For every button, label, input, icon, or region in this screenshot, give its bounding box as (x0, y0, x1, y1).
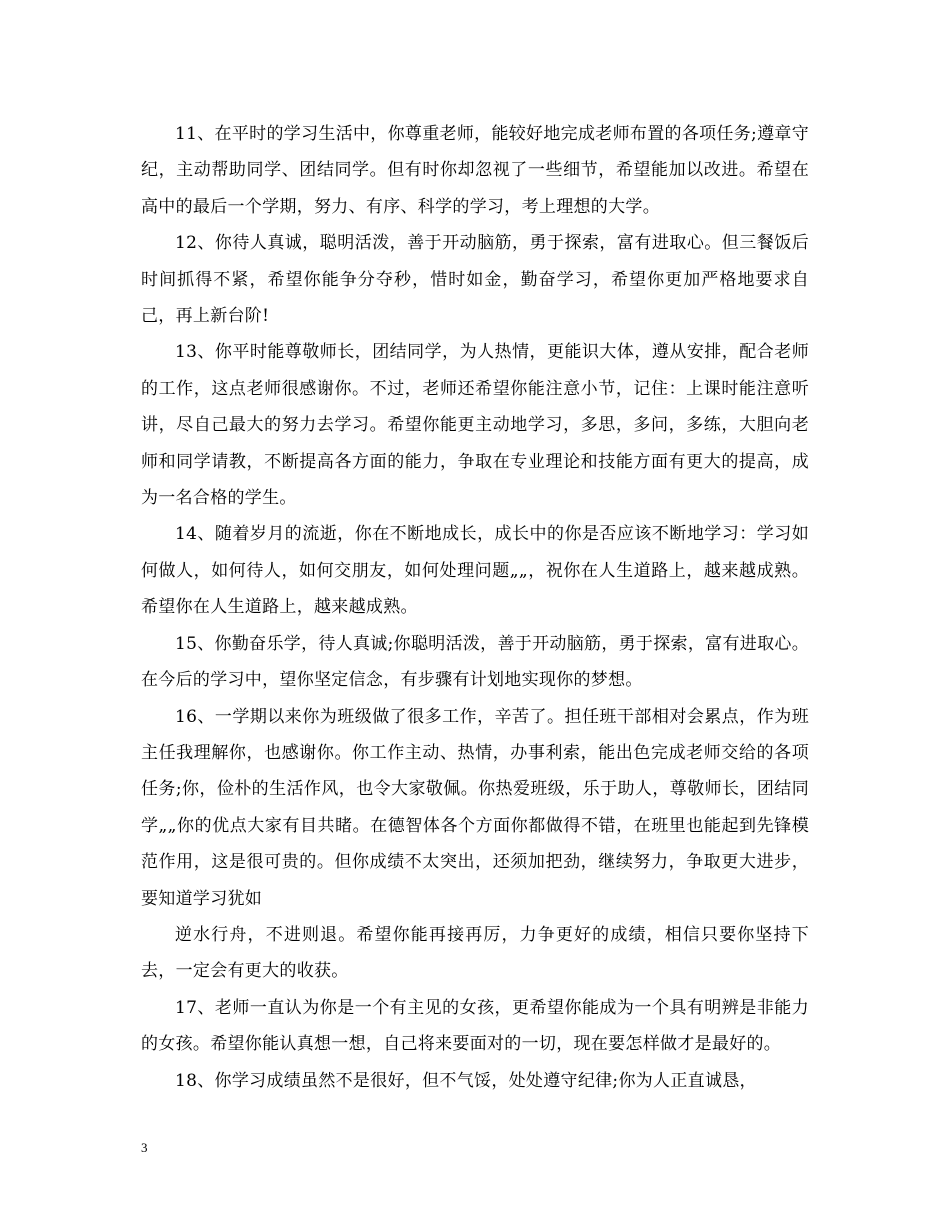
page-number: 3 (141, 1140, 148, 1155)
paragraph-14: 14、随着岁月的流逝，你在不断地成长，成长中的你是否应该不断地学习：学习如何做人，如何待人，如何交朋友，如何处理问题„„，祝你在人生道路上，越来越成熟。希望你在人生道路上，越来越成熟。 (141, 524, 809, 618)
paragraph-16-continued: 逆水行舟，不进则退。希望你能再接再厉，力争更好的成绩，相信只要你坚持下去，一定会有更大的收获。 (141, 924, 809, 982)
document-body (141, 116, 809, 1099)
paragraph-17: 17、老师一直认为你是一个有主见的女孩，更希望你能成为一个具有明辨是非能力的女孩。希望你能认真想一想，自己将来要面对的一切，现在要怎样做才是最好的。 (141, 997, 809, 1055)
paragraph-15: 15、你勤奋乐学，待人真诚;你聪明活泼，善于开动脑筋，勇于探索，富有进取心。在今后的学习中，望你坚定信念，有步骤有计划地实现你的梦想。 (141, 633, 809, 691)
paragraph-18: 18、你学习成绩虽然不是很好，但不气馁，处处遵守纪律;你为人正直诚恳， (175, 1070, 757, 1091)
paragraph-11: 11、在平时的学习生活中，你尊重老师，能较好地完成老师布置的各项任务;遵章守纪，主动帮助同学、团结同学。但有时你却忽视了一些细节，希望能加以改进。希望在高中的最后一个学期，努力、有序、科学的学习，考上理想的大学。 (141, 124, 809, 217)
paragraph-13: 13、你平时能尊敬师长，团结同学，为人热情，更能识大体，遵从安排，配合老师的工作，这点老师很感谢你。不过，老师还希望你能注意小节，记住：上课时能注意听讲，尽自己最大的努力去学习。希望你能更主动地学习，多思，多问，多练，大胆向老师和同学请教，不断提高各方面的能力，争取在专业理论和技能方面有更大的提高，成为一名合格的学生。 (141, 342, 809, 509)
paragraph-16: 16、一学期以来你为班级做了很多工作，辛苦了。担任班干部相对会累点，作为班主任我理解你，也感谢你。你工作主动、热情，办事利索，能出色完成老师交给的各项任务;你，俭朴的生活作风，也令大家敬佩。你热爱班级，乐于助人，尊敬师长，团结同学„„你的优点大家有目共睹。在德智体各个方面你都做得不错，在班里也能起到先锋模范作用，这是很可贵的。但你成绩不太突出，还须加把劲，继续努力，争取更大进步，要知道学习犹如 (141, 706, 809, 909)
paragraph-12: 12、你待人真诚，聪明活泼，善于开动脑筋，勇于探索，富有进取心。但三餐饭后时间抓得不紧，希望你能争分夺秒，惜时如金，勤奋学习，希望你更加严格地要求自己，再上新台阶! (141, 233, 809, 327)
